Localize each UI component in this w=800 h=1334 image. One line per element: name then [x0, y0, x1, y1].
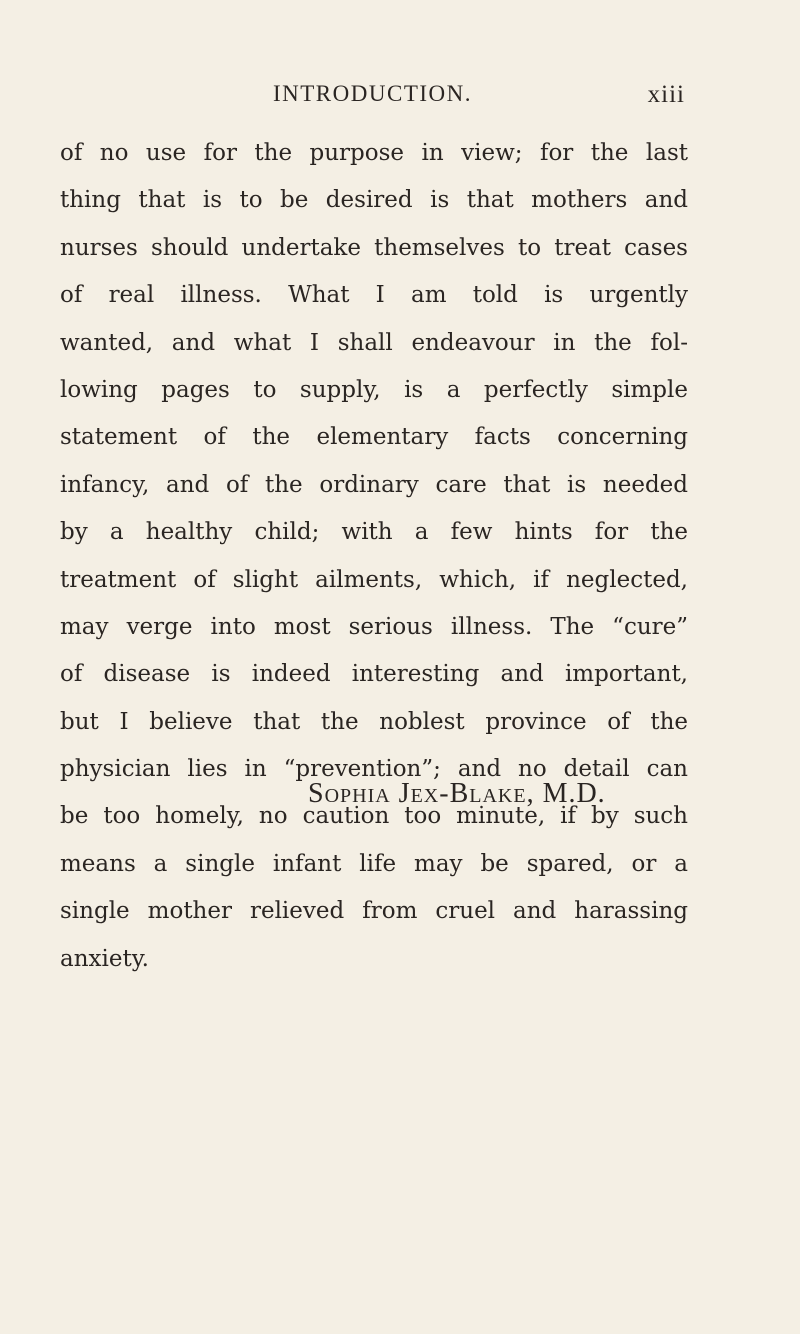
page-number: xiii	[647, 81, 685, 108]
text-line: of real illness. What I am told is urgently	[60, 282, 688, 309]
running-title: INTRODUCTION.	[272, 81, 472, 106]
body-paragraph	[60, 130, 688, 983]
text-line: treatment of slight ailments, which, if neglected,	[60, 566, 688, 593]
text-line: but I believe that the noblest province of the	[60, 708, 688, 735]
text-line: of disease is indeed interesting and important,	[60, 661, 688, 688]
text-line: infancy, and of the ordinary care that is needed	[60, 471, 688, 498]
text-line: thing that is to be desired is that mothers and	[60, 187, 688, 214]
text-line: may verge into most serious illness. The “cure”	[60, 613, 688, 640]
author-signature: Sophia Jex-Blake, M.D.	[308, 778, 606, 809]
text-line: single mother relieved from cruel and harassing	[60, 898, 688, 925]
text-line: by a healthy child; with a few hints for the	[60, 519, 688, 546]
text-line: statement of the elementary facts concerning	[60, 424, 688, 451]
text-line: be too homely, no caution too minute, if by such	[60, 803, 688, 830]
text-line: nurses should undertake themselves to treat cases	[60, 234, 688, 261]
text-line: means a single infant life may be spared, or a	[60, 850, 688, 877]
text-line: anxiety.	[60, 945, 149, 972]
running-head	[60, 76, 685, 116]
text-line: of no use for the purpose in view; for the last	[60, 140, 688, 166]
text-line: physician lies in “prevention”; and no detail can	[60, 756, 688, 783]
text-line: lowing pages to supply, is a perfectly simple	[60, 376, 688, 403]
text-line: wanted, and what I shall endeavour in the fol-	[60, 329, 688, 356]
